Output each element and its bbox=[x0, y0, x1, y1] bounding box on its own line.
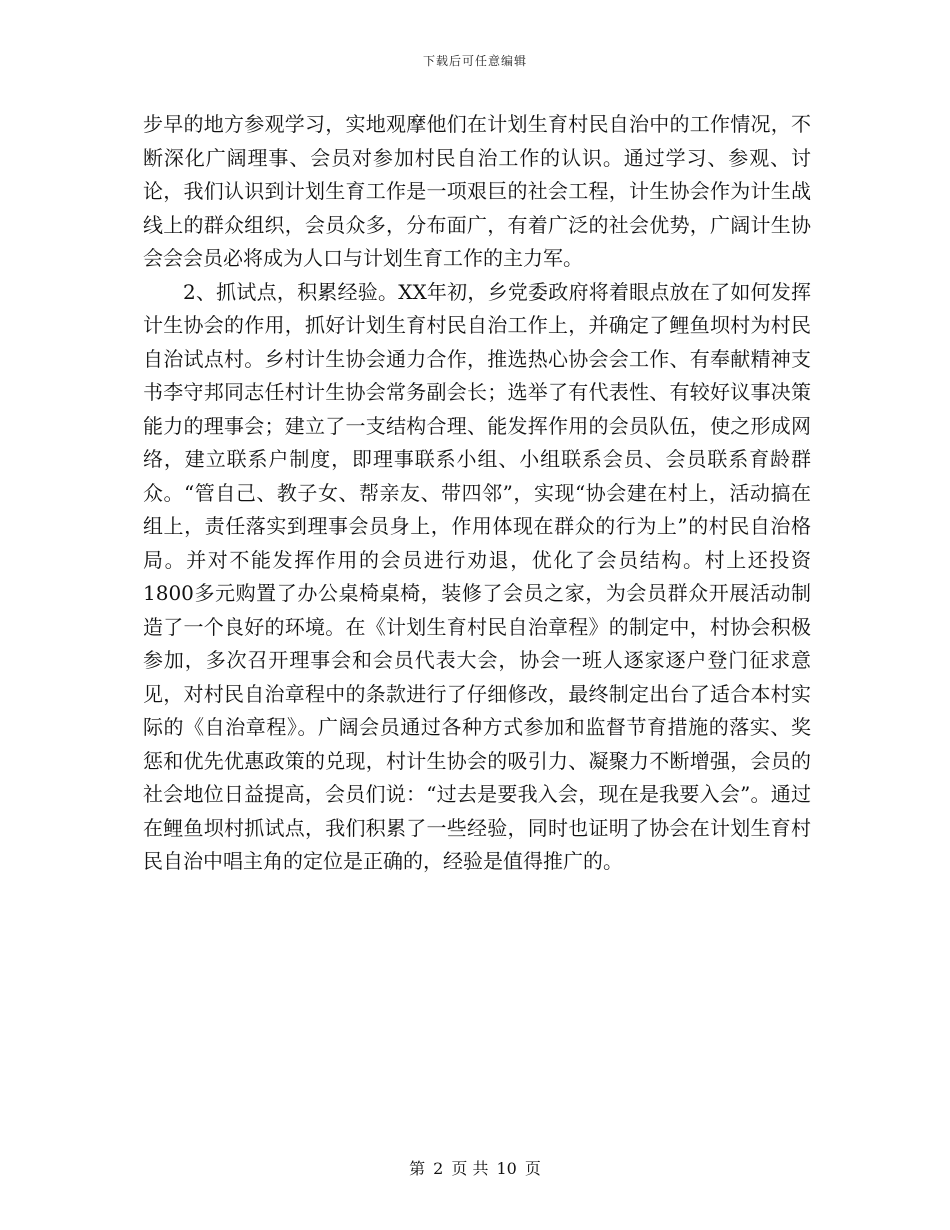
page-label-middle: 页 共 bbox=[451, 1159, 489, 1178]
total-pages: 10 bbox=[496, 1159, 517, 1178]
page-footer bbox=[0, 1156, 950, 1179]
document-body bbox=[143, 108, 811, 879]
page-number: 2 bbox=[433, 1159, 444, 1178]
page-header: 下载后可任意编辑 bbox=[422, 54, 527, 68]
page-label-suffix: 页 bbox=[524, 1159, 541, 1178]
paragraph-pilot-section: 2、抓试点，积累经验。XX年初，乡党委政府将着眼点放在了如何发挥计生协会的作用，抓好计划生育村民自治工作上，并确定了鲤鱼坝村为村民自治试点村。乡村计生协会通力合作，推选热心协会会工作、有奉献精神支书李守邦同志任村计生协会常务副会长；选举了有代表性、有较好议事决策能力的理事会；建立了一支结构合理、能发挥作用的会员队伍，使之形成网络，建立联系户制度，即理事联系小组、小组联系会员、会员联系育龄群众。“管自己、教子女、帮亲友、带四邻”，实现“协会建在村上，活动搞在组上，责任落实到理事会员身上，作用体现在群众的行为上”的村民自治格局。并对不能发挥作用的会员进行劝退，优化了会员结构。村上还投资1800多元购置了办公桌椅桌椅，装修了会员之家，为会员群众开展活动制造了一个良好的环境。在《计划生育村民自治章程》的制定中，村协会积极参加，多次召开理事会和会员代表大会，协会一班人逐家逐户登门征求意见，对村民自治章程中的条款进行了仔细修改，最终制定出台了适合本村实际的《自治章程》。广阔会员通过各种方式参加和监督节育措施的落实、奖惩和优先优惠政策的兑现，村计生协会的吸引力、凝聚力不断增强，会员的社会地位日益提高，会员们说：“过去是要我入会，现在是我要入会”。通过在鲤鱼坝村抓试点，我们积累了一些经验，同时也证明了协会在计划生育村民自治中唱主角的定位是正确的，经验是值得推广的。 bbox=[143, 279, 811, 873]
page-label-prefix: 第 bbox=[409, 1159, 426, 1178]
paragraph-continued: 步早的地方参观学习，实地观摩他们在计划生育村民自治中的工作情况，不断深化广阔理事、会员对参加村民自治工作的认识。通过学习、参观、讨论，我们认识到计划生育工作是一项艰巨的社会工程，计生协会作为计生战线上的群众组织，会员众多，分布面广，有着广泛的社会优势，广阔计生协会会会员必将成为人口与计划生育工作的主力军。 bbox=[143, 112, 811, 270]
